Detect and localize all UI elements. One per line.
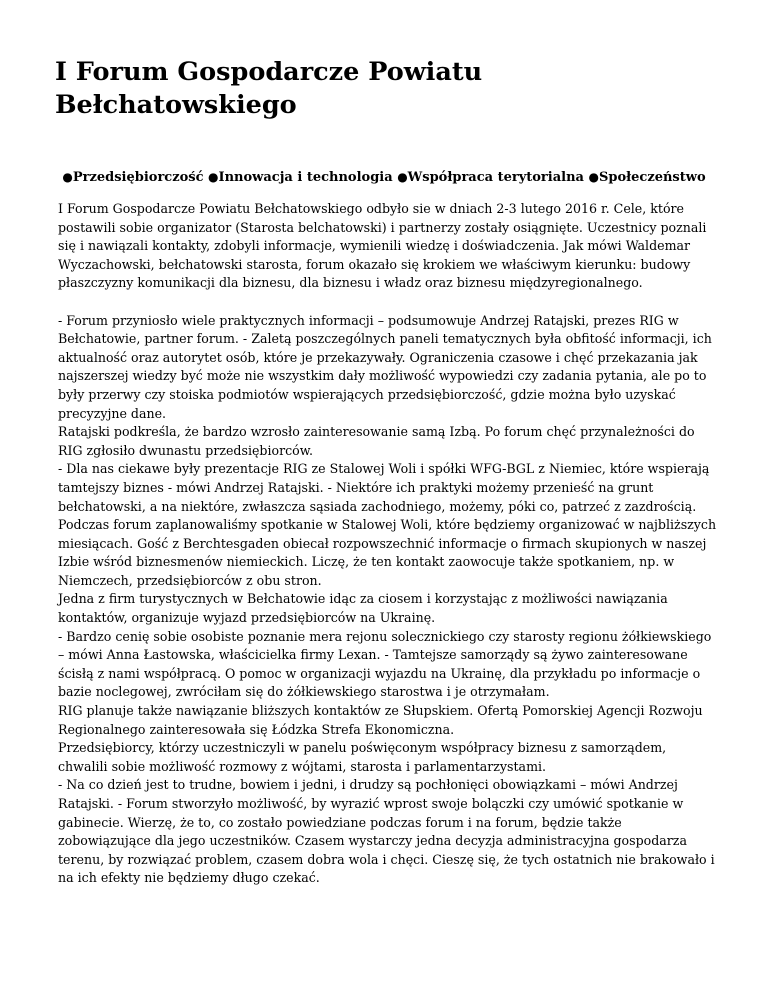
- tag-label: Przedsiębiorczość: [72, 170, 204, 185]
- paragraph: Ratajski podkreśla, że bardzo wzrosło zainteresowanie samą Izbą. Po forum chęć przynależności do RIG zgłosiło dwunastu przedsiębiorców.: [58, 424, 695, 458]
- bullet-icon: ●: [62, 170, 73, 184]
- tag-item: [62, 170, 203, 185]
- tag-item: [208, 170, 393, 185]
- article-body: [58, 200, 718, 888]
- paragraph: - Dla nas ciekawe były prezentacje RIG ze Stalowej Woli i spółki WFG-BGL z Niemiec, które wspierają tamtejszy biznes - mówi Andrzej Ratajski. - Niektóre ich praktyki możemy przenieść na grunt bełchatowski, a na niektóre, zwłaszcza sąsiada zachodniego, możemy, póki co, patrzeć z zazdrością. Podczas forum zaplanowaliśmy spotkanie w Stalowej Woli, które będziemy organizować w najbliższych miesiącach. Gość z Berchtesgaden obiecał rozpowszechnić informacje o firmach skupionych w naszej Izbie wśród biznesmenów niemieckich. Liczę, że ten kontakt zaowocuje także spotkaniem, np. w Niemczech, przedsiębiorców z obu stron.: [58, 461, 717, 588]
- paragraph: I Forum Gospodarcze Powiatu Bełchatowskiego odbyło sie w dniach 2-3 lutego 2016 r. Cele, które postawili sobie organizator (Starosta belchatowski) i partnerzy zostały osiągnięte. Uczestnicy poznali się i nawiązali kontakty, zdobyli informacje, wymienili wiedzę i doświadczenia. Jak mówi Waldemar Wyczachowski, bełchatowski starosta, forum okazało się krokiem we właściwym kierunku: budowy płaszczyzny komunikacji dla biznesu, dla biznesu i władz oraz biznesu międzyregionalnego.: [58, 201, 707, 291]
- tag-item: [397, 170, 584, 185]
- tag-list: [0, 168, 768, 187]
- tag-item: [589, 170, 706, 185]
- bullet-icon: ●: [208, 170, 219, 184]
- paragraph: - Na co dzień jest to trudne, bowiem i jedni, i drudzy są pochłonięci obowiązkami – mówi Andrzej Ratajski. - Forum stworzyło możliwość, by wyrazić wprost swoje bolączki czy umówić spotkanie w gabinecie. Wierzę, że to, co zostało powiedziane podczas forum i na forum, będzie także zobowiązujące dla jego uczestników. Czasem wystarczy jedna decyzja administracyjna gospodarza terenu, by rozwiązać problem, czasem dobra wola i chęci. Cieszę się, że tych ostatnich nie brakowało i na ich efekty nie będziemy długo czekać.: [58, 777, 715, 886]
- paragraph: - Bardzo cenię sobie osobiste poznanie mera rejonu solecznickiego czy starosty regionu żółkiewskiego – mówi Anna Łastowska, właścicielka firmy Lexan. - Tamtejsze samorządy są żywo zainteresowane ścisłą z nami współpracą. O pomoc w organizacji wyjazdu na Ukrainę, dla przykładu po informacje o bazie noclegowej, zwróciłam się do żółkiewskiego starostwa i je otrzymałam.: [58, 628, 712, 700]
- paragraph: Jedna z firm turystycznych w Bełchatowie idąc za ciosem i korzystając z możliwości nawiązania kontaktów, organizuje wyjazd przedsiębiorców na Ukrainę.: [58, 591, 668, 626]
- paragraph: RIG planuje także nawiązanie bliższych kontaktów ze Słupskiem. Ofertą Pomorskiej Agencji Rozwoju Regionalnego zainteresowała się Łódzka Strefa Ekonomiczna.: [58, 703, 703, 737]
- tag-label: Współpraca terytorialna: [407, 170, 584, 185]
- paragraph: Przedsiębiorcy, którzy uczestniczyli w panelu poświęconym współpracy biznesu z samorządem, chwalili sobie możliwość rozmowy z wójtami, starosta i parlamentarzystami.: [58, 740, 667, 774]
- page-title: I Forum Gospodarcze Powiatu Bełchatowskiego: [55, 57, 483, 120]
- paragraph: - Forum przyniosło wiele praktycznych informacji – podsumowuje Andrzej Ratajski, prezes RIG w Bełchatowie, partner forum. - Zaletą poszczególnych paneli tematycznych była obfitość informacji, ich aktualność oraz autorytet osób, które je przekazywały. Ograniczenia czasowe i chęć przekazania jak najszerszej wiedzy być może nie wszystkim dały możliwość wypowiedzi czy zadania pytania, ale po to były przerwy czy stoiska podmiotów wspierających przedsiębiorczość, gdzie można było uzyskać precyzyjne dane.: [58, 312, 712, 421]
- tag-label: Innowacja i technologia: [218, 170, 393, 185]
- tag-label: Społeczeństwo: [598, 170, 706, 185]
- bullet-icon: ●: [397, 170, 408, 184]
- bullet-icon: ●: [588, 170, 599, 184]
